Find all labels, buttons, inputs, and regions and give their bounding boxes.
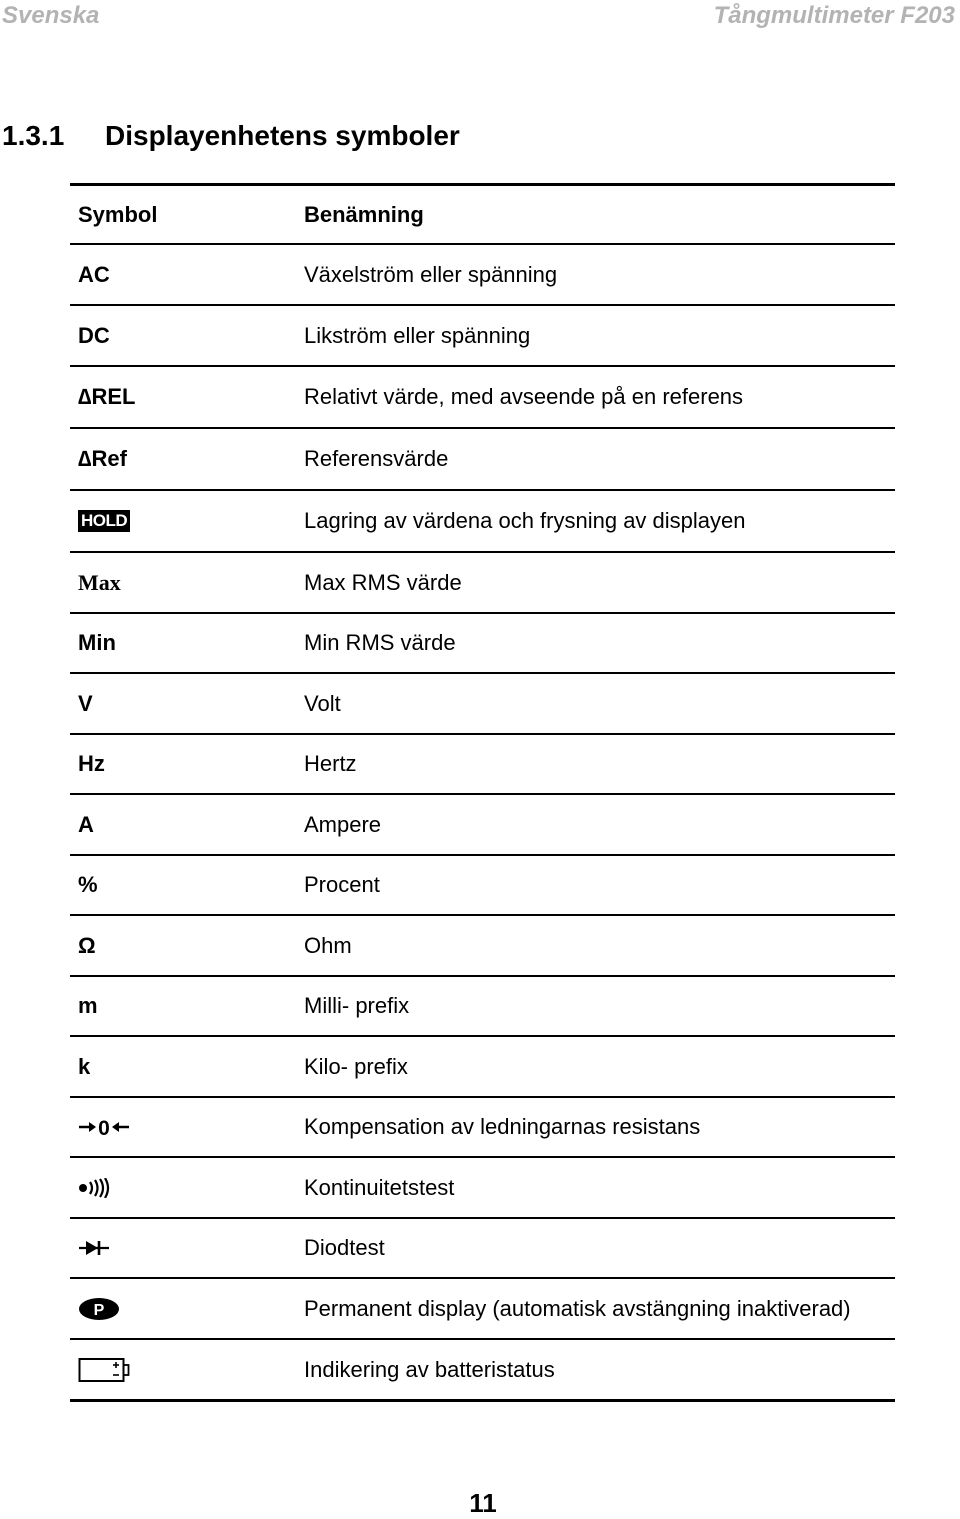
symbol-cell: Hz xyxy=(78,751,105,776)
table-row xyxy=(70,674,895,735)
table-row xyxy=(70,614,895,674)
name-cell: Procent xyxy=(304,872,380,897)
symbol-cell: ∆REL xyxy=(78,384,136,409)
table-row xyxy=(70,795,895,856)
table-row xyxy=(70,1219,895,1279)
symbol-cell: m xyxy=(78,993,98,1018)
section-number: 1.3.1 xyxy=(2,120,65,151)
column-header-name: Benämning xyxy=(304,201,424,227)
table-row xyxy=(70,1158,895,1219)
name-cell: Kontinuitetstest xyxy=(304,1174,455,1200)
table-row xyxy=(70,856,895,916)
table-row xyxy=(70,1098,895,1158)
symbol-cell: Max xyxy=(78,569,121,595)
svg-text:P: P xyxy=(93,1301,105,1319)
symbol-cell xyxy=(78,1219,110,1277)
name-cell: Max RMS värde xyxy=(304,569,462,595)
symbols-table xyxy=(70,183,895,1402)
name-cell: Ampere xyxy=(304,811,382,837)
name-cell: Diodtest xyxy=(304,1235,385,1260)
name-cell: Milli- prefix xyxy=(304,993,410,1018)
name-cell: Indikering av batteristatus xyxy=(304,1356,555,1382)
symbol-cell: k xyxy=(78,1053,91,1079)
header-language: Svenska xyxy=(2,2,100,29)
name-cell: Kompensation av ledningarnas resistans xyxy=(304,1114,701,1139)
zero-compensation-icon xyxy=(78,1116,130,1138)
section-title: Displayenhetens symboler xyxy=(105,120,460,151)
name-cell: Hertz xyxy=(304,751,357,776)
symbol-cell xyxy=(78,1098,130,1156)
symbol-cell: Min xyxy=(78,630,116,655)
table-row xyxy=(70,735,895,795)
column-header-symbol: Symbol xyxy=(78,201,158,227)
name-cell: Relativt värde, med avseende på en referens xyxy=(304,384,744,409)
table-row xyxy=(70,245,895,306)
svg-text:0: 0 xyxy=(98,1117,110,1138)
symbol-cell: % xyxy=(78,872,98,897)
name-cell: Volt xyxy=(304,690,341,716)
symbol-cell: DC xyxy=(78,322,110,348)
symbol-cell xyxy=(78,1279,120,1338)
table-row xyxy=(70,553,895,614)
continuity-beeper-icon xyxy=(78,1178,110,1198)
table-row xyxy=(70,1037,895,1098)
name-cell: Permanent display (automatisk avstängning inaktiverad) xyxy=(304,1295,851,1321)
table-header-row xyxy=(70,183,895,245)
name-cell: Lagring av värdena och frysning av displayen xyxy=(304,508,746,533)
page-number: 11 xyxy=(469,1488,497,1518)
table-row xyxy=(70,977,895,1037)
table-row xyxy=(70,1279,895,1340)
symbol-cell xyxy=(78,1340,130,1399)
table-row xyxy=(70,306,895,367)
table-row xyxy=(70,1340,895,1402)
symbol-cell: AC xyxy=(78,261,110,287)
name-cell: Växelström eller spänning xyxy=(304,261,558,287)
name-cell: Likström eller spänning xyxy=(304,322,531,348)
name-cell: Ohm xyxy=(304,932,352,958)
header-product-name: Tångmultimeter F203 xyxy=(713,2,955,29)
symbol-cell xyxy=(78,491,130,551)
symbol-cell: V xyxy=(78,690,93,716)
section-heading xyxy=(2,120,460,152)
hold-icon: HOLD xyxy=(78,510,130,532)
table-row xyxy=(70,429,895,491)
symbol-cell: ∆Ref xyxy=(78,446,127,471)
permanent-display-icon xyxy=(78,1297,120,1321)
table-row xyxy=(70,916,895,977)
symbol-cell: A xyxy=(78,811,94,837)
name-cell: Min RMS värde xyxy=(304,630,456,655)
battery-icon xyxy=(78,1357,130,1383)
table-row xyxy=(70,491,895,553)
diode-icon xyxy=(78,1239,110,1257)
table-row xyxy=(70,367,895,429)
symbol-cell: Ω xyxy=(78,932,96,958)
name-cell: Kilo- prefix xyxy=(304,1053,408,1079)
name-cell: Referensvärde xyxy=(304,446,449,471)
symbol-cell xyxy=(78,1158,110,1217)
